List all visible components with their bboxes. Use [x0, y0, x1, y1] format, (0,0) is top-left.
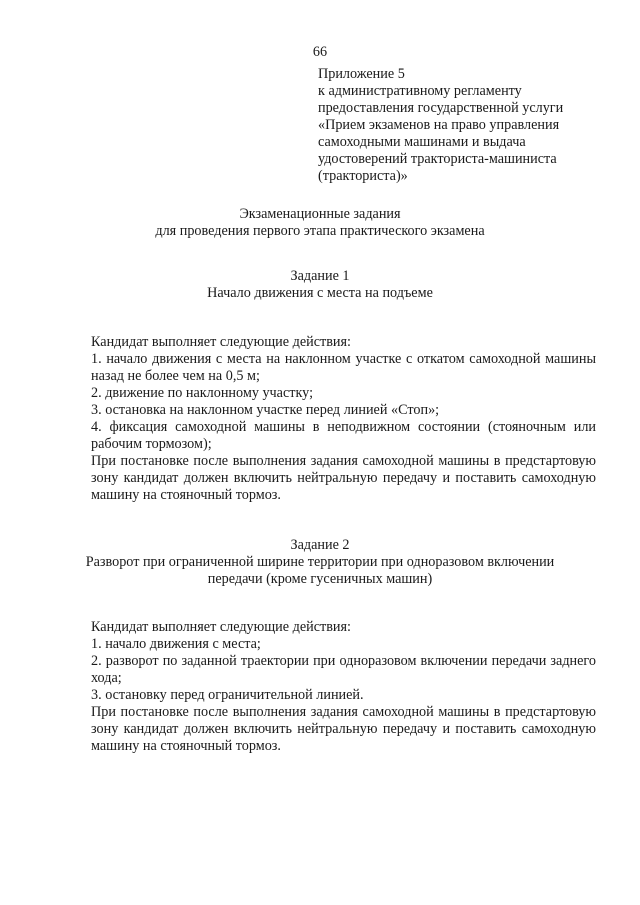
page-number: 66: [312, 44, 328, 60]
appendix-line: удостоверений тракториста-машиниста: [318, 151, 557, 167]
title-line-2: для проведения первого этапа практического экзамена: [155, 223, 485, 239]
title-line-1: Экзаменационные задания: [239, 206, 401, 222]
task1-item-2: 2. движение по наклонному участку;: [91, 385, 314, 401]
task2-closing: При постановке после выполнения задания самоходной машины в предстартовую зону кандидат должен включить нейтральную передачу и поставить самоходную машину на стояночный тормоз.: [91, 704, 596, 754]
task2-number: Задание 2: [290, 537, 350, 553]
task1-body: [91, 334, 596, 504]
task2-item-3: 3. остановку перед ограничительной линией.: [91, 687, 364, 703]
appendix-line: к административному регламенту: [318, 83, 522, 99]
task2-name-line-1: Разворот при ограниченной ширине территории при одноразовом включении: [85, 554, 555, 570]
task1-heading: [60, 268, 580, 302]
task1-item-3: 3. остановка на наклонном участке перед линией «Стоп»;: [91, 402, 440, 418]
task1-name: Начало движения с места на подъеме: [207, 285, 433, 301]
task2-item-1: 1. начало движения с места;: [91, 636, 261, 652]
appendix-line: «Прием экзаменов на право управления: [318, 117, 560, 133]
task1-item-4: 4. фиксация самоходной машины в неподвижном состоянии (стояночным или рабочим тормозом);: [91, 419, 596, 452]
task1-closing: При постановке после выполнения задания самоходной машины в предстартовую зону кандидат должен включить нейтральную передачу и поставить самоходную машину на стояночный тормоз.: [91, 453, 596, 503]
task2-intro: Кандидат выполняет следующие действия:: [91, 619, 351, 635]
appendix-line: самоходными машинами и выдача: [318, 134, 526, 150]
task2-body: [91, 619, 596, 755]
task1-number: Задание 1: [290, 268, 350, 284]
appendix-line: (тракториста)»: [318, 168, 408, 184]
task2-item-2: 2. разворот по заданной траектории при одноразовом включении передачи заднего хода;: [91, 653, 596, 686]
task1-intro: Кандидат выполняет следующие действия:: [91, 334, 351, 350]
appendix-line: Приложение 5: [318, 66, 405, 82]
task2-heading: [60, 537, 580, 588]
appendix-line: предоставления государственной услуги: [318, 100, 564, 116]
task2-name-line-2: передачи (кроме гусеничных машин): [207, 571, 433, 587]
appendix-header: [318, 66, 618, 185]
task1-item-1: 1. начало движения с места на наклонном участке с откатом самоходной машины назад не более чем на 0,5 м;: [91, 351, 596, 384]
document-title: [0, 206, 640, 240]
